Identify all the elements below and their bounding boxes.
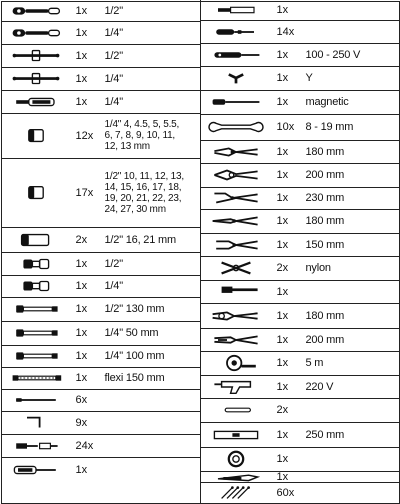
magnetic-pickup-icon-graphic: [205, 93, 267, 111]
tool-row: [1, 158, 201, 227]
specification: 200 mm: [305, 169, 345, 181]
tool-row: [201, 1, 400, 20]
quantity: 1x: [276, 380, 289, 393]
tool-row: [201, 256, 400, 280]
quantity: 1x: [75, 303, 88, 315]
quantity: 1x: [276, 357, 289, 369]
tool-row: [1, 227, 201, 252]
tool-row: [201, 163, 400, 187]
quantity: 1x: [75, 257, 88, 270]
specification: 1/2" 10, 11, 12, 13, 14, 15, 16, 17, 18, 19, 20, 21, 22, 23, 24, 27, 30 mm: [104, 170, 184, 215]
quantity: 1x: [276, 48, 289, 61]
bit-holder-screwdriver-icon: [1, 458, 71, 482]
tool-row: [1, 457, 201, 482]
bit-holder-screwdriver-icon-graphic: [5, 461, 67, 479]
tool-row: [201, 280, 400, 303]
spinner-handle-icon-graphic: [5, 93, 67, 111]
quantity: 14x: [276, 25, 295, 38]
specification: 1/4" 100 mm: [104, 350, 165, 362]
bit-adapter-icon: [201, 1, 271, 20]
right-column: [201, 1, 400, 504]
tool-row: [1, 252, 201, 275]
specification: 250 mm: [305, 428, 345, 441]
screwdriver-bit-icon: [1, 435, 71, 457]
quantity: 1x: [276, 145, 289, 158]
tool-row: [1, 44, 201, 67]
tool-row: [1, 389, 201, 411]
combination-wrench-icon: [201, 115, 271, 140]
tool-row: [1, 90, 201, 113]
quantity: 1x: [276, 285, 289, 298]
specification: [105, 390, 201, 411]
tool-row: [201, 303, 400, 328]
quantity: 1x: [276, 453, 289, 465]
specification: [105, 412, 201, 434]
quantity: 1x: [75, 372, 88, 384]
hammer-icon: [201, 281, 271, 303]
diagonal-cutter-icon: [201, 234, 271, 256]
quantity: 1x: [75, 72, 88, 85]
extension-bar-icon: [1, 298, 71, 321]
slip-joint-pliers-icon-graphic: [205, 166, 267, 184]
spark-plug-socket-icon-graphic: [5, 231, 67, 249]
spark-plug-socket-icon: [1, 228, 71, 252]
short-socket-icon-graphic: [5, 127, 67, 145]
quantity: 1x: [276, 238, 289, 251]
specification: [306, 21, 400, 43]
short-socket-icon: [1, 159, 71, 227]
specification: 1/4": [104, 72, 123, 85]
tool-row: [1, 67, 201, 90]
tape-measure-icon: [201, 352, 271, 375]
utility-knife-icon: [201, 472, 271, 482]
specification: 1/2": [104, 257, 123, 270]
universal-joint-icon: [1, 276, 71, 297]
tool-row: [1, 367, 201, 389]
tool-row: [201, 66, 400, 90]
quantity: 1x: [276, 470, 289, 483]
extension-bar-icon: [1, 346, 71, 367]
universal-joint-icon-graphic: [5, 255, 67, 273]
quantity: 1x: [276, 215, 289, 227]
specification: 230 mm: [305, 192, 345, 204]
slip-joint-pliers-icon: [201, 164, 271, 187]
specification: 1/2" 130 mm: [104, 303, 165, 315]
wire-stripper-icon-graphic: [205, 331, 267, 349]
specification: 8 - 19 mm: [305, 121, 354, 133]
y-wrench-icon-graphic: [205, 69, 267, 87]
specification: [306, 483, 400, 504]
tool-row: [201, 233, 400, 256]
bit-adapter-icon-graphic: [205, 1, 267, 19]
long-nose-pliers-icon: [201, 210, 271, 233]
specification: 220 V: [305, 380, 334, 393]
screwdriver-bit-icon-graphic: [5, 437, 67, 455]
specification: 1/4": [104, 95, 123, 108]
specification: [306, 472, 400, 482]
specification: 180 mm: [305, 309, 345, 322]
bit-bar-icon: [1, 390, 71, 411]
short-socket-icon-graphic: [5, 184, 67, 202]
flexible-extension-icon-graphic: [5, 369, 67, 387]
tool-row: [201, 90, 400, 114]
tool-row: [201, 398, 400, 422]
ratchet-handle-icon-graphic: [5, 24, 67, 42]
tool-row: [1, 113, 201, 158]
tool-row: [1, 1, 201, 21]
tape-measure-icon-graphic: [205, 354, 267, 372]
water-pump-pliers-icon-graphic: [205, 189, 267, 207]
specification: 1/4": [104, 26, 123, 39]
quantity: 1x: [75, 95, 88, 108]
tool-row: [201, 209, 400, 233]
left-column: [1, 1, 201, 504]
quantity: 1x: [75, 327, 88, 339]
specification: [306, 281, 400, 303]
quantity: 24x: [75, 439, 94, 452]
ratchet-handle-icon-graphic: [5, 2, 67, 20]
specification: 100 - 250 V: [305, 48, 361, 61]
precision-screwdriver-icon: [201, 21, 271, 43]
ratchet-handle-icon: [1, 22, 71, 44]
wire-stripper-icon: [201, 329, 271, 351]
tool-row: [201, 351, 400, 375]
locking-pliers-icon: [201, 304, 271, 328]
quantity: 60x: [276, 487, 295, 499]
hex-key-icon-graphic: [5, 414, 67, 432]
quantity: 1x: [276, 169, 289, 181]
combination-pliers-icon-graphic: [205, 143, 267, 161]
extension-bar-icon-graphic: [5, 300, 67, 318]
hammer-icon-graphic: [205, 283, 267, 301]
quantity: 1x: [276, 72, 289, 84]
quantity: 2x: [276, 404, 289, 416]
short-socket-icon: [1, 114, 71, 158]
specification: 1/2" 16, 21 mm: [104, 233, 176, 246]
spring-clamp-icon-graphic: [205, 259, 267, 277]
quantity: 1x: [75, 4, 88, 17]
specification: 150 mm: [305, 238, 345, 251]
quantity: 9x: [75, 416, 88, 429]
extension-bar-icon: [1, 322, 71, 345]
universal-joint-icon: [1, 253, 71, 275]
quantity: 1x: [75, 280, 88, 292]
glue-gun-icon: [201, 376, 271, 398]
nails-icon: [201, 483, 271, 504]
combination-pliers-icon: [201, 141, 271, 163]
quantity: 17x: [75, 186, 94, 199]
y-wrench-icon: [201, 67, 271, 90]
bit-bar-icon-graphic: [5, 391, 67, 409]
quantity: 1x: [276, 309, 289, 322]
specification: [105, 435, 201, 457]
quantity: 1x: [276, 96, 289, 108]
voltage-tester-icon: [201, 44, 271, 66]
quantity: 12x: [75, 129, 94, 142]
quantity: 6x: [75, 394, 88, 406]
hex-key-icon: [1, 412, 71, 434]
quantity: 1x: [75, 49, 88, 62]
specification: Y: [305, 72, 313, 84]
specification: 1/4" 4, 4.5, 5, 5.5, 6, 7, 8, 9, 10, 11, 12, 13 mm: [104, 119, 180, 152]
tool-row: [201, 471, 400, 482]
quantity: 1x: [75, 350, 88, 362]
specification: nylon: [305, 262, 331, 274]
specification: 1/2": [104, 49, 123, 62]
nails-icon-graphic: [205, 484, 267, 502]
specification: flexi 150 mm: [104, 372, 165, 384]
tool-row: [201, 140, 400, 163]
specification: 180 mm: [305, 145, 345, 158]
spirit-level-icon-graphic: [205, 426, 267, 444]
insulating-tape-icon-graphic: [205, 450, 267, 468]
specification: [306, 448, 400, 471]
specification: 1/4" 50 mm: [104, 327, 159, 339]
combination-wrench-icon-graphic: [205, 118, 267, 136]
specification: 1/2": [104, 4, 123, 17]
column-divider: [200, 0, 201, 504]
tool-row: [1, 434, 201, 457]
t-bar-handle-icon-graphic: [5, 70, 67, 88]
tool-row: [201, 482, 400, 504]
extension-bar-icon-graphic: [5, 324, 67, 342]
voltage-tester-icon-graphic: [205, 46, 267, 64]
tool-row: [201, 375, 400, 398]
t-bar-handle-icon: [1, 68, 71, 90]
tool-row: [201, 187, 400, 209]
quantity: 1x: [75, 26, 88, 39]
tool-row: [201, 20, 400, 43]
ratchet-handle-icon: [1, 1, 71, 21]
water-pump-pliers-icon: [201, 188, 271, 209]
t-bar-handle-icon: [1, 45, 71, 67]
quantity: 2x: [75, 233, 88, 246]
precision-screwdriver-icon-graphic: [205, 23, 267, 41]
specification: 200 mm: [305, 333, 345, 346]
tool-row: [1, 345, 201, 367]
quantity: 2x: [276, 262, 289, 274]
tool-row: [1, 297, 201, 321]
glue-stick-icon-graphic: [205, 401, 267, 419]
quantity: 1x: [276, 4, 289, 16]
specification: 5 m: [305, 357, 324, 369]
locking-pliers-icon-graphic: [205, 307, 267, 325]
spirit-level-icon: [201, 423, 271, 447]
diagonal-cutter-icon-graphic: [205, 236, 267, 254]
universal-joint-icon-graphic: [5, 277, 67, 295]
quantity: 1x: [276, 428, 289, 441]
specification: 180 mm: [305, 215, 345, 227]
tool-row: [1, 275, 201, 297]
specification: [306, 1, 400, 20]
flexible-extension-icon: [1, 368, 71, 389]
glue-gun-icon-graphic: [205, 378, 267, 396]
quantity: 10x: [276, 121, 295, 133]
tool-row: [201, 114, 400, 140]
quantity: 1x: [276, 333, 289, 346]
t-bar-handle-icon-graphic: [5, 47, 67, 65]
tool-row: [201, 328, 400, 351]
tool-row: [201, 422, 400, 447]
long-nose-pliers-icon-graphic: [205, 212, 267, 230]
specification: [306, 399, 400, 422]
specification: magnetic: [305, 96, 349, 108]
quantity: 1x: [75, 463, 88, 476]
extension-bar-icon-graphic: [5, 347, 67, 365]
glue-stick-icon: [201, 399, 271, 422]
tool-row: [201, 43, 400, 66]
magnetic-pickup-icon: [201, 91, 271, 114]
spinner-handle-icon: [1, 91, 71, 113]
tool-row: [1, 21, 201, 44]
tool-row: [1, 411, 201, 434]
specification: 1/4": [104, 280, 123, 292]
quantity: 1x: [276, 192, 289, 204]
spring-clamp-icon: [201, 257, 271, 280]
tool-row: [1, 321, 201, 345]
specification: [105, 458, 201, 482]
